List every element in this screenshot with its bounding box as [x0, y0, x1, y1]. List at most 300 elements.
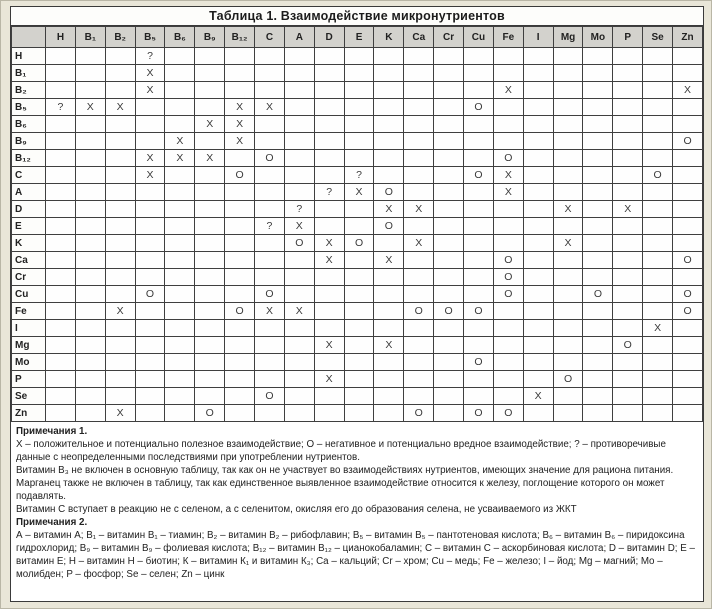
matrix-cell-B₁₂-B₉: X [195, 150, 225, 167]
matrix-cell-Ca-A [284, 252, 314, 269]
matrix-cell-E-Zn [673, 218, 703, 235]
matrix-cell-B₉-B₁ [75, 133, 105, 150]
row-header-B₁: B₁ [12, 65, 46, 82]
matrix-cell-B₆-E [344, 116, 374, 133]
row-header-Se: Se [12, 388, 46, 405]
matrix-cell-Fe-Mo [583, 303, 613, 320]
column-header-Mo: Mo [583, 27, 613, 48]
matrix-cell-K-C [255, 235, 285, 252]
matrix-cell-P-A [284, 371, 314, 388]
matrix-cell-Cu-B₁ [75, 286, 105, 303]
matrix-cell-Fe-H [46, 303, 76, 320]
matrix-cell-D-H [46, 201, 76, 218]
matrix-cell-Mo-Mg [553, 354, 583, 371]
matrix-cell-B₅-Mg [553, 99, 583, 116]
matrix-cell-B₁-Mg [553, 65, 583, 82]
matrix-cell-Mg-D: X [314, 337, 344, 354]
matrix-cell-B₂-Se [643, 82, 673, 99]
matrix-cell-Fe-A: X [284, 303, 314, 320]
matrix-cell-A-B₁₂ [225, 184, 255, 201]
matrix-cell-Mo-Cu: O [464, 354, 494, 371]
matrix-cell-Zn-B₅ [135, 405, 165, 422]
matrix-cell-Zn-B₁₂ [225, 405, 255, 422]
matrix-row-I [12, 320, 703, 337]
matrix-cell-I-Mo [583, 320, 613, 337]
matrix-cell-B₉-B₉ [195, 133, 225, 150]
matrix-cell-Cu-Cu [464, 286, 494, 303]
matrix-cell-B₁-B₉ [195, 65, 225, 82]
matrix-cell-Se-I: X [523, 388, 553, 405]
row-header-Cu: Cu [12, 286, 46, 303]
matrix-cell-K-I [523, 235, 553, 252]
matrix-cell-Cu-E [344, 286, 374, 303]
matrix-cell-C-Se: O [643, 167, 673, 184]
matrix-cell-E-K: O [374, 218, 404, 235]
matrix-header [12, 27, 703, 48]
matrix-cell-D-E [344, 201, 374, 218]
matrix-cell-Mg-Fe [493, 337, 523, 354]
matrix-cell-B₁₂-Fe: O [493, 150, 523, 167]
matrix-cell-B₅-B₉ [195, 99, 225, 116]
matrix-cell-K-A: O [284, 235, 314, 252]
matrix-cell-Mg-K: X [374, 337, 404, 354]
matrix-cell-Fe-Ca: O [404, 303, 434, 320]
matrix-cell-Cr-B₉ [195, 269, 225, 286]
matrix-cell-I-D [314, 320, 344, 337]
matrix-cell-D-B₁₂ [225, 201, 255, 218]
matrix-cell-B₂-Cr [434, 82, 464, 99]
row-header-D: D [12, 201, 46, 218]
matrix-cell-B₂-A [284, 82, 314, 99]
matrix-cell-B₁-K [374, 65, 404, 82]
matrix-cell-C-E: ? [344, 167, 374, 184]
matrix-cell-B₁-B₂ [105, 65, 135, 82]
matrix-row-B₁ [12, 65, 703, 82]
matrix-cell-B₂-H [46, 82, 76, 99]
matrix-cell-C-K [374, 167, 404, 184]
matrix-cell-Ca-B₁₂ [225, 252, 255, 269]
matrix-cell-B₅-Mo [583, 99, 613, 116]
matrix-cell-D-B₁ [75, 201, 105, 218]
matrix-cell-B₅-K [374, 99, 404, 116]
matrix-row-Cu [12, 286, 703, 303]
matrix-cell-H-Se [643, 48, 673, 65]
matrix-cell-Cu-Mo: O [583, 286, 613, 303]
matrix-cell-H-K [374, 48, 404, 65]
matrix-cell-Cr-B₂ [105, 269, 135, 286]
matrix-cell-A-B₆ [165, 184, 195, 201]
matrix-cell-B₁-D [314, 65, 344, 82]
matrix-cell-I-Cr [434, 320, 464, 337]
matrix-row-B₂ [12, 82, 703, 99]
matrix-cell-I-Fe [493, 320, 523, 337]
matrix-cell-B₆-Fe [493, 116, 523, 133]
matrix-cell-H-B₁₂ [225, 48, 255, 65]
matrix-cell-B₂-P [613, 82, 643, 99]
matrix-cell-A-B₉ [195, 184, 225, 201]
matrix-cell-E-B₂ [105, 218, 135, 235]
matrix-cell-B₁-Cr [434, 65, 464, 82]
row-header-Cr: Cr [12, 269, 46, 286]
matrix-cell-B₁₂-A [284, 150, 314, 167]
matrix-cell-B₁₂-Cu [464, 150, 494, 167]
matrix-cell-B₁-Fe [493, 65, 523, 82]
matrix-cell-Zn-H [46, 405, 76, 422]
matrix-cell-Mo-B₉ [195, 354, 225, 371]
matrix-cell-Fe-Fe [493, 303, 523, 320]
matrix-cell-B₉-Zn: O [673, 133, 703, 150]
matrix-cell-Cr-C [255, 269, 285, 286]
matrix-cell-Ca-Ca [404, 252, 434, 269]
matrix-cell-K-H [46, 235, 76, 252]
matrix-cell-D-B₉ [195, 201, 225, 218]
matrix-cell-B₉-A [284, 133, 314, 150]
matrix-cell-B₁₂-B₁₂ [225, 150, 255, 167]
matrix-cell-Cu-B₅: O [135, 286, 165, 303]
matrix-row-B₆ [12, 116, 703, 133]
matrix-cell-I-A [284, 320, 314, 337]
matrix-cell-K-Mg: X [553, 235, 583, 252]
column-header-K: K [374, 27, 404, 48]
matrix-cell-Zn-B₉: O [195, 405, 225, 422]
matrix-cell-I-Zn [673, 320, 703, 337]
matrix-cell-Mo-A [284, 354, 314, 371]
row-header-B₆: B₆ [12, 116, 46, 133]
matrix-cell-B₁-H [46, 65, 76, 82]
matrix-cell-B₆-Mo [583, 116, 613, 133]
matrix-cell-Cu-B₂ [105, 286, 135, 303]
matrix-cell-K-K [374, 235, 404, 252]
matrix-cell-Se-Se [643, 388, 673, 405]
matrix-cell-Mo-Ca [404, 354, 434, 371]
row-header-B₂: B₂ [12, 82, 46, 99]
matrix-cell-B₅-A [284, 99, 314, 116]
matrix-cell-C-P [613, 167, 643, 184]
matrix-cell-Ca-Zn: O [673, 252, 703, 269]
matrix-cell-B₅-Se [643, 99, 673, 116]
matrix-cell-B₉-Ca [404, 133, 434, 150]
matrix-cell-Cu-Ca [404, 286, 434, 303]
matrix-cell-Se-E [344, 388, 374, 405]
matrix-cell-Fe-E [344, 303, 374, 320]
matrix-cell-E-Mg [553, 218, 583, 235]
matrix-cell-Se-B₂ [105, 388, 135, 405]
matrix-cell-Mg-P: O [613, 337, 643, 354]
matrix-cell-Cr-B₅ [135, 269, 165, 286]
matrix-cell-B₉-I [523, 133, 553, 150]
matrix-cell-Fe-B₉ [195, 303, 225, 320]
matrix-row-A [12, 184, 703, 201]
table-container [10, 6, 704, 602]
row-header-E: E [12, 218, 46, 235]
column-header-Ca: Ca [404, 27, 434, 48]
matrix-cell-H-C [255, 48, 285, 65]
matrix-cell-Cr-Cr [434, 269, 464, 286]
matrix-cell-K-Se [643, 235, 673, 252]
matrix-cell-D-A: ? [284, 201, 314, 218]
matrix-cell-B₂-Mg [553, 82, 583, 99]
matrix-row-B₁₂ [12, 150, 703, 167]
matrix-row-Ca [12, 252, 703, 269]
matrix-cell-Fe-C: X [255, 303, 285, 320]
matrix-cell-C-Cr [434, 167, 464, 184]
matrix-cell-Zn-Zn [673, 405, 703, 422]
matrix-cell-Mg-E [344, 337, 374, 354]
matrix-cell-P-H [46, 371, 76, 388]
matrix-cell-K-Ca: X [404, 235, 434, 252]
matrix-cell-A-P [613, 184, 643, 201]
matrix-cell-Cr-E [344, 269, 374, 286]
matrix-cell-Mg-B₂ [105, 337, 135, 354]
matrix-cell-Fe-Cu: O [464, 303, 494, 320]
column-header-P: P [613, 27, 643, 48]
notes1-line-4: Витамин С вступает в реакцию не с селеном, а с селенитом, окисляя его до образования селена, не усваиваемого из ЖКТ [16, 504, 577, 515]
matrix-cell-Cu-K [374, 286, 404, 303]
matrix-cell-P-Fe [493, 371, 523, 388]
matrix-cell-E-B₁ [75, 218, 105, 235]
matrix-cell-Fe-Mg [553, 303, 583, 320]
matrix-cell-B₂-Fe: X [493, 82, 523, 99]
matrix-row-B₉ [12, 133, 703, 150]
matrix-cell-Cu-B₆ [165, 286, 195, 303]
matrix-cell-Cu-Mg [553, 286, 583, 303]
matrix-cell-B₆-B₉: X [195, 116, 225, 133]
matrix-cell-Fe-D [314, 303, 344, 320]
column-header-B₅: B₅ [135, 27, 165, 48]
matrix-cell-Ca-Fe: O [493, 252, 523, 269]
matrix-cell-B₆-Mg [553, 116, 583, 133]
matrix-cell-E-H [46, 218, 76, 235]
matrix-cell-H-Mo [583, 48, 613, 65]
matrix-cell-B₂-Mo [583, 82, 613, 99]
matrix-cell-I-B₁₂ [225, 320, 255, 337]
matrix-cell-A-I [523, 184, 553, 201]
matrix-cell-H-P [613, 48, 643, 65]
matrix-cell-Mo-B₁ [75, 354, 105, 371]
matrix-cell-Ca-B₂ [105, 252, 135, 269]
matrix-cell-Ca-Mo [583, 252, 613, 269]
matrix-cell-Mo-H [46, 354, 76, 371]
matrix-cell-Mg-B₁₂ [225, 337, 255, 354]
matrix-cell-Zn-B₆ [165, 405, 195, 422]
matrix-cell-B₉-E [344, 133, 374, 150]
matrix-row-D [12, 201, 703, 218]
matrix-cell-A-Fe: X [493, 184, 523, 201]
matrix-cell-Mg-B₅ [135, 337, 165, 354]
matrix-cell-A-Se [643, 184, 673, 201]
column-header-B₁: B₁ [75, 27, 105, 48]
matrix-cell-B₁₂-D [314, 150, 344, 167]
matrix-cell-C-C [255, 167, 285, 184]
matrix-cell-B₉-Fe [493, 133, 523, 150]
matrix-cell-Se-Cr [434, 388, 464, 405]
column-header-Se: Se [643, 27, 673, 48]
matrix-cell-B₆-D [314, 116, 344, 133]
matrix-cell-K-B₉ [195, 235, 225, 252]
matrix-cell-Se-H [46, 388, 76, 405]
row-header-B₁₂: B₁₂ [12, 150, 46, 167]
matrix-cell-Cr-I [523, 269, 553, 286]
matrix-cell-A-A [284, 184, 314, 201]
matrix-cell-C-D [314, 167, 344, 184]
matrix-cell-K-E: O [344, 235, 374, 252]
matrix-cell-A-K: O [374, 184, 404, 201]
matrix-cell-C-B₂ [105, 167, 135, 184]
matrix-cell-B₆-P [613, 116, 643, 133]
matrix-cell-E-A: X [284, 218, 314, 235]
matrix-cell-H-B₆ [165, 48, 195, 65]
matrix-cell-Cr-B₁₂ [225, 269, 255, 286]
column-header-D: D [314, 27, 344, 48]
matrix-cell-A-B₁ [75, 184, 105, 201]
matrix-row-B₅ [12, 99, 703, 116]
matrix-cell-Cr-Cu [464, 269, 494, 286]
matrix-cell-B₉-C [255, 133, 285, 150]
matrix-cell-Fe-B₁₂: O [225, 303, 255, 320]
matrix-cell-Fe-B₂: X [105, 303, 135, 320]
matrix-cell-B₆-K [374, 116, 404, 133]
matrix-cell-Mo-E [344, 354, 374, 371]
matrix-cell-Cu-H [46, 286, 76, 303]
matrix-cell-B₂-Zn: X [673, 82, 703, 99]
matrix-cell-Fe-B₁ [75, 303, 105, 320]
matrix-row-Se [12, 388, 703, 405]
interaction-matrix [11, 26, 703, 422]
matrix-cell-E-Fe [493, 218, 523, 235]
matrix-cell-B₅-B₂: X [105, 99, 135, 116]
matrix-cell-D-Se [643, 201, 673, 218]
table-title: Таблица 1. Взаимодействие микронутриентов [11, 7, 703, 26]
matrix-cell-Mg-Cu [464, 337, 494, 354]
matrix-cell-Se-Cu [464, 388, 494, 405]
matrix-cell-K-B₁ [75, 235, 105, 252]
matrix-cell-K-P [613, 235, 643, 252]
matrix-cell-P-B₂ [105, 371, 135, 388]
matrix-cell-B₉-D [314, 133, 344, 150]
matrix-cell-Ca-B₆ [165, 252, 195, 269]
matrix-cell-D-Mo [583, 201, 613, 218]
matrix-cell-B₅-Cu: O [464, 99, 494, 116]
matrix-cell-C-Mo [583, 167, 613, 184]
matrix-cell-B₂-B₆ [165, 82, 195, 99]
matrix-cell-Mg-Mg [553, 337, 583, 354]
notes1-title: Примечания 1. [16, 426, 88, 437]
matrix-cell-Zn-C [255, 405, 285, 422]
matrix-cell-Se-Fe [493, 388, 523, 405]
matrix-cell-Mo-Se [643, 354, 673, 371]
matrix-cell-B₆-B₂ [105, 116, 135, 133]
matrix-cell-Mo-P [613, 354, 643, 371]
matrix-cell-K-D: X [314, 235, 344, 252]
matrix-cell-B₁-B₅: X [135, 65, 165, 82]
notes2-title: Примечания 2. [16, 517, 88, 528]
matrix-cell-I-B₁ [75, 320, 105, 337]
matrix-cell-A-B₅ [135, 184, 165, 201]
matrix-cell-Mg-Zn [673, 337, 703, 354]
matrix-cell-H-I [523, 48, 553, 65]
matrix-cell-Ca-Cu [464, 252, 494, 269]
matrix-cell-Fe-I [523, 303, 553, 320]
matrix-cell-B₂-B₂ [105, 82, 135, 99]
notes1-line-2: Витамин B₃ не включен в основную таблицу, так как он не участвует во взаимодействиях нутриентов, имеющих значение для рациона питания. [16, 465, 674, 476]
matrix-cell-E-I [523, 218, 553, 235]
matrix-cell-P-Cu [464, 371, 494, 388]
matrix-cell-D-Zn [673, 201, 703, 218]
matrix-cell-E-Mo [583, 218, 613, 235]
matrix-cell-Cu-Se [643, 286, 673, 303]
matrix-cell-Zn-B₁ [75, 405, 105, 422]
matrix-cell-A-Mg [553, 184, 583, 201]
row-header-Mg: Mg [12, 337, 46, 354]
matrix-cell-Mg-Se [643, 337, 673, 354]
matrix-cell-K-B₆ [165, 235, 195, 252]
matrix-cell-A-D: ? [314, 184, 344, 201]
column-header-Zn: Zn [673, 27, 703, 48]
matrix-cell-I-H [46, 320, 76, 337]
matrix-cell-B₆-B₁₂: X [225, 116, 255, 133]
matrix-cell-K-Zn [673, 235, 703, 252]
matrix-cell-B₅-I [523, 99, 553, 116]
matrix-cell-B₁₂-B₁ [75, 150, 105, 167]
matrix-cell-Fe-B₅ [135, 303, 165, 320]
matrix-cell-B₁₂-P [613, 150, 643, 167]
matrix-cell-E-B₉ [195, 218, 225, 235]
row-header-B₅: B₅ [12, 99, 46, 116]
matrix-cell-Se-A [284, 388, 314, 405]
matrix-cell-Fe-Se [643, 303, 673, 320]
matrix-cell-B₆-Se [643, 116, 673, 133]
matrix-cell-Cr-Fe: O [493, 269, 523, 286]
matrix-cell-A-B₂ [105, 184, 135, 201]
matrix-cell-Mo-Mo [583, 354, 613, 371]
matrix-cell-Se-Zn [673, 388, 703, 405]
matrix-cell-I-B₂ [105, 320, 135, 337]
column-header-Mg: Mg [553, 27, 583, 48]
matrix-cell-I-Mg [553, 320, 583, 337]
matrix-cell-C-A [284, 167, 314, 184]
column-header-Cr: Cr [434, 27, 464, 48]
matrix-cell-P-Ca [404, 371, 434, 388]
notes1-line-3: Марганец также не включен в таблицу, так как единственное выявленное взаимодействие относится к железу, поглощение которого он может подавлять. [16, 478, 665, 502]
matrix-cell-D-B₂ [105, 201, 135, 218]
matrix-cell-Cr-B₁ [75, 269, 105, 286]
matrix-cell-B₉-K [374, 133, 404, 150]
matrix-cell-Cr-D [314, 269, 344, 286]
matrix-cell-Mo-K [374, 354, 404, 371]
matrix-cell-P-Mg: O [553, 371, 583, 388]
matrix-cell-D-K: X [374, 201, 404, 218]
matrix-row-Zn [12, 405, 703, 422]
matrix-cell-Ca-I [523, 252, 553, 269]
matrix-cell-Mo-D [314, 354, 344, 371]
matrix-cell-Cr-B₆ [165, 269, 195, 286]
matrix-cell-Zn-Mg [553, 405, 583, 422]
matrix-cell-B₁-Cu [464, 65, 494, 82]
matrix-cell-B₂-Ca [404, 82, 434, 99]
matrix-cell-Mo-B₆ [165, 354, 195, 371]
matrix-cell-D-B₆ [165, 201, 195, 218]
matrix-cell-Zn-Mo [583, 405, 613, 422]
matrix-cell-C-Mg [553, 167, 583, 184]
matrix-cell-Zn-I [523, 405, 553, 422]
matrix-cell-Se-C: O [255, 388, 285, 405]
matrix-row-E [12, 218, 703, 235]
column-header-Fe: Fe [493, 27, 523, 48]
column-header-E: E [344, 27, 374, 48]
matrix-cell-K-Cu [464, 235, 494, 252]
matrix-cell-Mg-Mo [583, 337, 613, 354]
matrix-row-P [12, 371, 703, 388]
